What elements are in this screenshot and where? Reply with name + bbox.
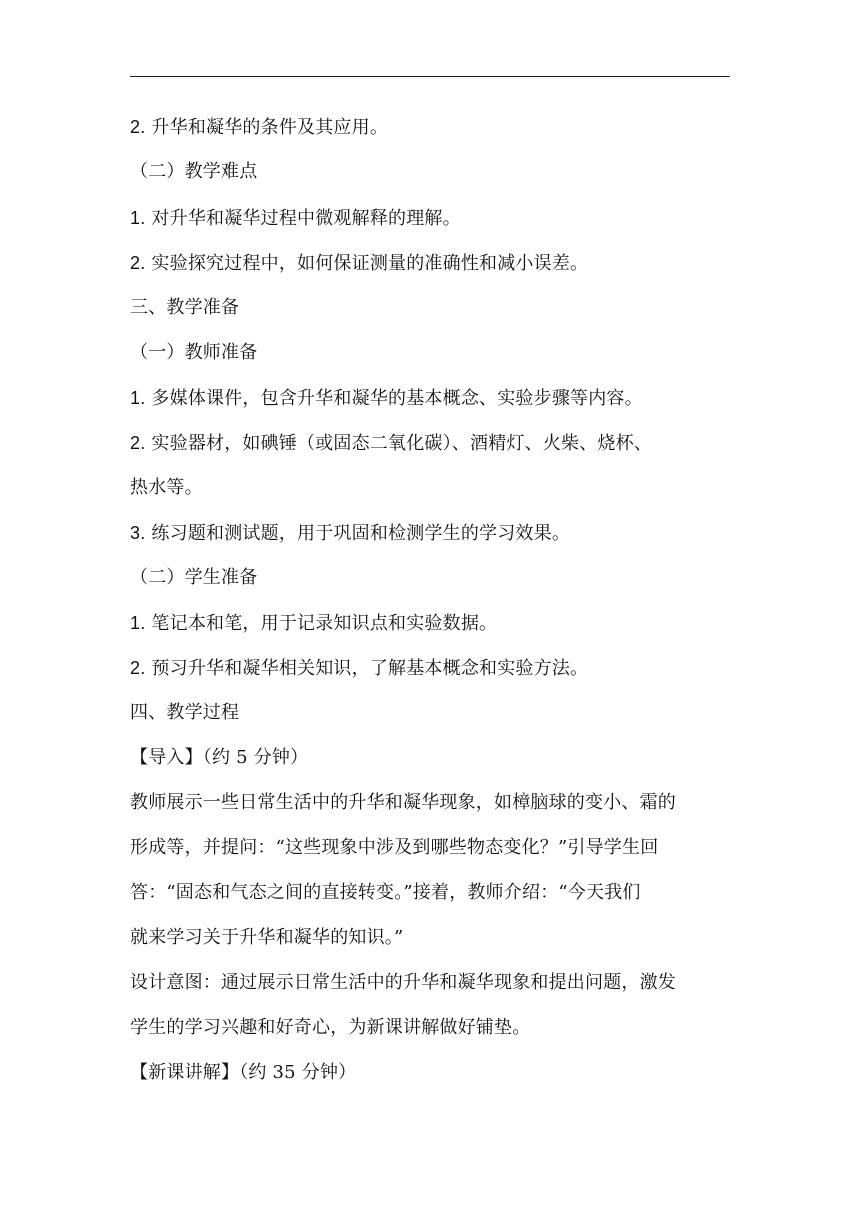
list-item bbox=[130, 611, 730, 636]
paragraph-text: 就来学习关于升华和凝华的知识。” bbox=[130, 927, 404, 948]
item-text: 预习升华和凝华相关知识，了解基本概念和实验方法。 bbox=[151, 658, 589, 679]
paragraph-line bbox=[130, 836, 730, 860]
list-item bbox=[130, 206, 730, 231]
heading-text: 【新课讲解】（约 35 分钟） bbox=[130, 1062, 357, 1083]
item-text: 笔记本和笔，用于记录知识点和实验数据。 bbox=[151, 613, 498, 634]
item-text: 实验器材，如碘锤（或固态二氧化碳）、酒精灯、火柴、烧杯、 bbox=[151, 433, 653, 454]
item-number: 1. bbox=[130, 208, 146, 228]
heading-text: 三、教学准备 bbox=[130, 297, 240, 318]
item-number: 1. bbox=[130, 613, 146, 633]
segment-heading bbox=[130, 1061, 730, 1085]
subsection-heading bbox=[130, 160, 730, 184]
item-text: 实验探究过程中，如何保证测量的准确性和减小误差。 bbox=[151, 253, 589, 274]
paragraph-text: 答：“固态和气态之间的直接转变。”接着，教师介绍：“今天我们 bbox=[130, 882, 641, 903]
list-item bbox=[130, 431, 730, 456]
paragraph-text: 设计意图：通过展示日常生活中的升华和凝华现象和提出问题，激发 bbox=[130, 972, 676, 993]
paragraph-line bbox=[130, 791, 730, 815]
heading-text: （二）教学难点 bbox=[130, 161, 258, 182]
paragraph-line bbox=[130, 971, 730, 995]
subsection-heading bbox=[130, 341, 730, 365]
heading-text: 【导入】（约 5 分钟） bbox=[130, 747, 309, 768]
paragraph-text: 教师展示一些日常生活中的升华和凝华现象，如樟脑球的变小、霜的 bbox=[130, 792, 676, 813]
heading-text: 四、教学过程 bbox=[130, 702, 240, 723]
paragraph-line bbox=[130, 1016, 730, 1040]
item-text: 热水等。 bbox=[130, 477, 203, 498]
section-heading bbox=[130, 701, 730, 725]
item-number: 2. bbox=[130, 253, 146, 273]
subsection-heading bbox=[130, 566, 730, 590]
heading-text: （二）学生准备 bbox=[130, 567, 258, 588]
item-number: 2. bbox=[130, 658, 146, 678]
list-item bbox=[130, 115, 730, 140]
paragraph-text: 形成等，并提问：“这些现象中涉及到哪些物态变化？”引导学生回 bbox=[130, 837, 659, 858]
item-number: 2. bbox=[130, 433, 146, 453]
list-item bbox=[130, 386, 730, 411]
item-number: 3. bbox=[130, 523, 146, 543]
item-text: 对升华和凝华过程中微观解释的理解。 bbox=[151, 208, 461, 229]
paragraph-text: 学生的学习兴趣和好奇心，为新课讲解做好铺垫。 bbox=[130, 1017, 531, 1038]
paragraph-line bbox=[130, 881, 730, 905]
segment-heading bbox=[130, 746, 730, 770]
item-number: 2. bbox=[130, 117, 146, 137]
paragraph-line bbox=[130, 926, 730, 950]
list-item-continuation bbox=[130, 476, 730, 500]
list-item bbox=[130, 521, 730, 546]
heading-text: （一）教师准备 bbox=[130, 342, 258, 363]
item-text: 多媒体课件，包含升华和凝华的基本概念、实验步骤等内容。 bbox=[151, 388, 643, 409]
list-item bbox=[130, 251, 730, 276]
header-rule bbox=[130, 76, 730, 77]
item-number: 1. bbox=[130, 388, 146, 408]
item-text: 升华和凝华的条件及其应用。 bbox=[151, 117, 389, 138]
item-text: 练习题和测试题，用于巩固和检测学生的学习效果。 bbox=[151, 523, 571, 544]
list-item bbox=[130, 656, 730, 681]
section-heading bbox=[130, 296, 730, 320]
